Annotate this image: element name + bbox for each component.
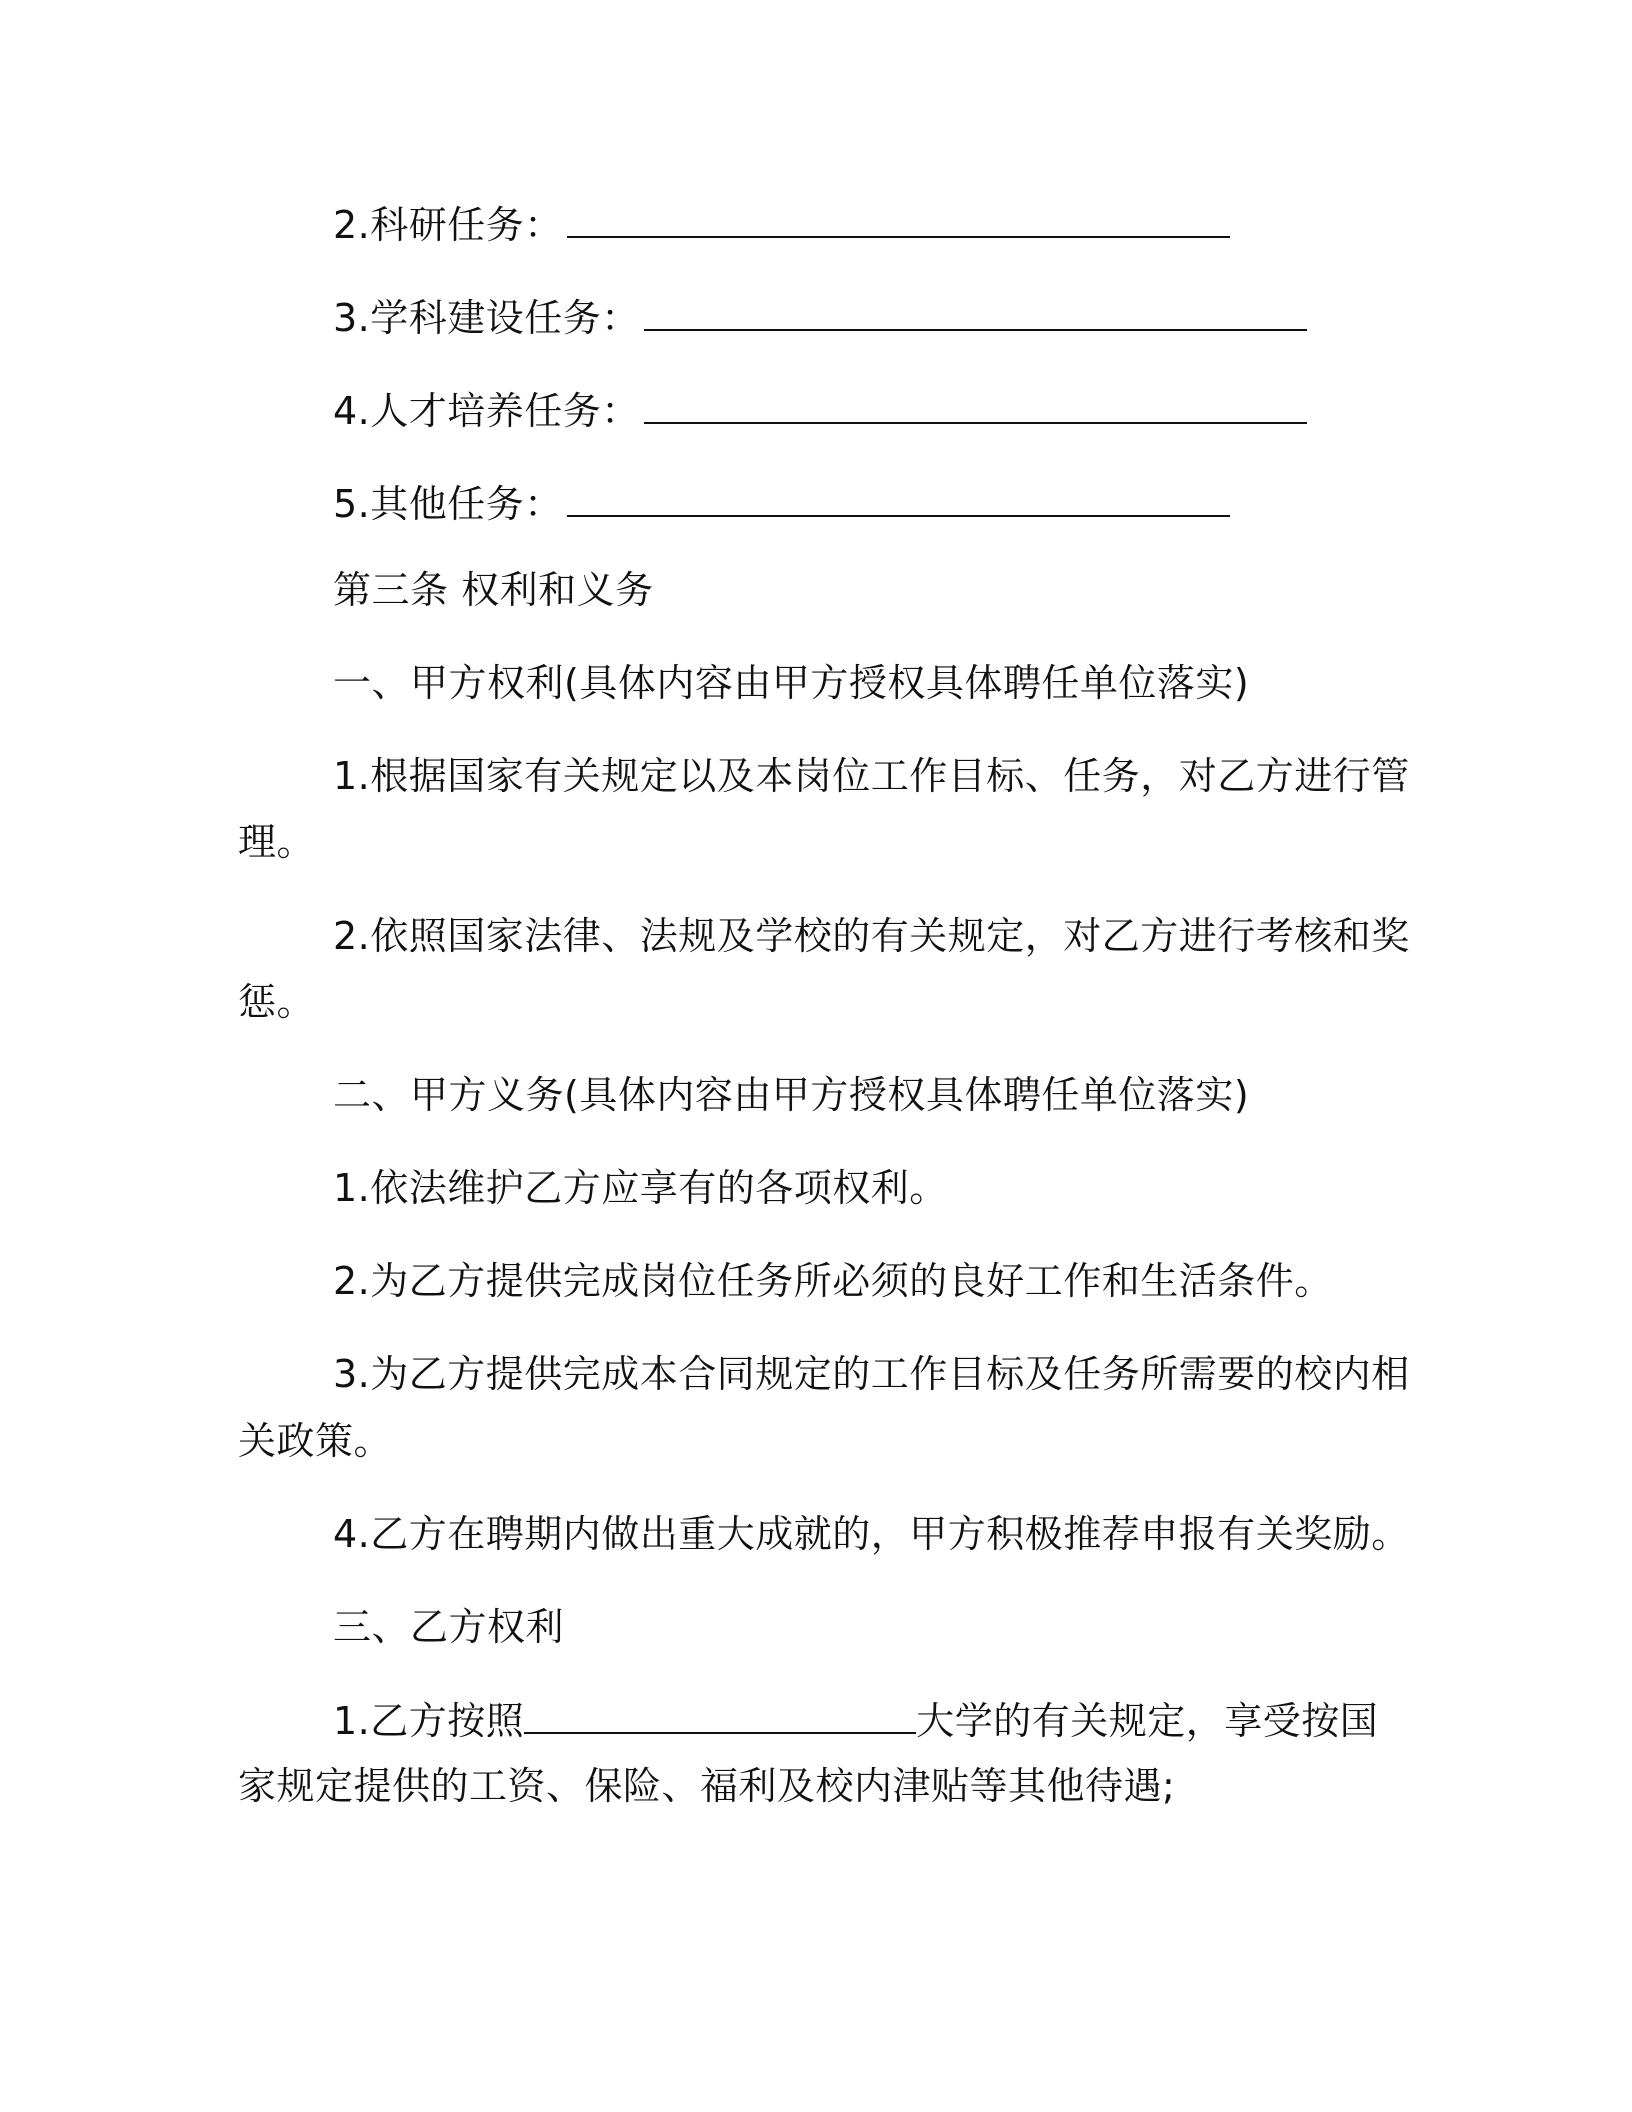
task-item-other bbox=[333, 479, 1230, 528]
article3-title: 第三条 权利和义务 bbox=[333, 568, 654, 612]
partyA-duties-item2: 2.为乙方提供完成岗位任务所必须的良好工作和生活条件。 bbox=[333, 1259, 1333, 1303]
task-item-talent bbox=[333, 386, 1307, 435]
task-other-label: 5.其他任务： bbox=[333, 482, 563, 526]
partyA-rights-item1-line1: 1.根据国家有关规定以及本岗位工作目标、任务，对乙方进行管 bbox=[333, 754, 1410, 798]
partyA-duties-heading: 二、甲方义务(具体内容由甲方授权具体聘任单位落实) bbox=[333, 1073, 1250, 1117]
task-research-blank[interactable] bbox=[567, 200, 1230, 238]
university-name-blank[interactable] bbox=[524, 1696, 916, 1734]
partyA-rights-item1-line2: 理。 bbox=[238, 820, 316, 864]
partyA-rights-item2-line2: 惩。 bbox=[238, 980, 316, 1024]
task-other-blank[interactable] bbox=[567, 479, 1230, 517]
task-item-research bbox=[333, 200, 1230, 249]
partyA-duties-item4: 4.乙方在聘期内做出重大成就的，甲方积极推荐申报有关奖励。 bbox=[333, 1512, 1410, 1556]
task-discipline-label: 3.学科建设任务： bbox=[333, 296, 640, 340]
partyA-duties-item3-line2: 关政策。 bbox=[238, 1419, 393, 1463]
task-item-discipline bbox=[333, 293, 1307, 342]
task-research-label: 2.科研任务： bbox=[333, 203, 563, 247]
partyB-rights-item1-line1 bbox=[333, 1696, 1378, 1745]
partyB-rights-item1-prefix: 1.乙方按照 bbox=[333, 1699, 525, 1743]
partyA-duties-item3-line1: 3.为乙方提供完成本合同规定的工作目标及任务所需要的校内相 bbox=[333, 1352, 1410, 1396]
task-talent-blank[interactable] bbox=[644, 386, 1307, 424]
partyB-rights-item1-line2: 家规定提供的工资、保险、福利及校内津贴等其他待遇; bbox=[238, 1764, 1176, 1808]
task-discipline-blank[interactable] bbox=[644, 293, 1307, 331]
partyA-rights-heading: 一、甲方权利(具体内容由甲方授权具体聘任单位落实) bbox=[333, 661, 1250, 705]
task-talent-label: 4.人才培养任务： bbox=[333, 389, 640, 433]
partyA-rights-item2-line1: 2.依照国家法律、法规及学校的有关规定，对乙方进行考核和奖 bbox=[333, 914, 1410, 958]
partyA-duties-item1: 1.依法维护乙方应享有的各项权利。 bbox=[333, 1166, 948, 1210]
partyB-rights-item1-suffix: 大学的有关规定，享受按国 bbox=[916, 1699, 1379, 1743]
partyB-rights-heading: 三、乙方权利 bbox=[333, 1605, 565, 1649]
